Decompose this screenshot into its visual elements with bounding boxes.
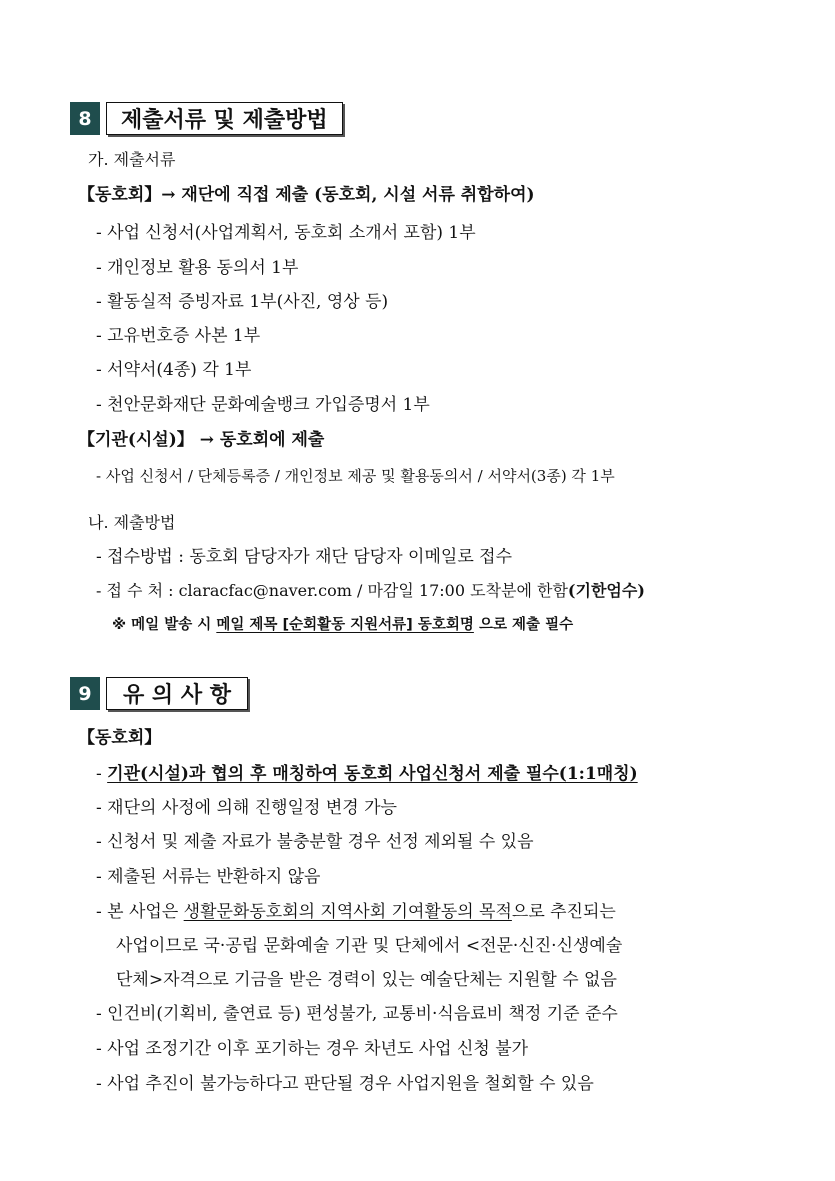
purpose-text: 생활문화동호회의 지역사회 기여활동의 목적	[183, 902, 512, 922]
list-item: - 개인정보 활용 동의서 1부	[96, 258, 299, 278]
list-item: - 천안문화재단 문화예술뱅크 가입증명서 1부	[96, 395, 430, 415]
email-subject-format: 메일 제목 [순회활동 지원서류] 동호회명	[216, 617, 474, 633]
section-title: 유 의 사 항	[106, 677, 248, 710]
email-note	[112, 613, 573, 637]
list-item-continued: 사업이므로 국·공립 문화예술 기관 및 단체에서 <전문·신진·신생예술	[116, 936, 623, 956]
list-item: - 사업 조정기간 이후 포기하는 경우 차년도 사업 신청 불가	[96, 1039, 529, 1059]
list-dash: -	[96, 764, 108, 784]
list-item: - 사업 신청서(사업계획서, 동호회 소개서 포함) 1부	[96, 223, 476, 243]
item-text: - 본 사업은	[96, 902, 184, 922]
email-note-suffix: 으로 제출 필수	[473, 617, 574, 633]
deadline-note: (기한엄수)	[567, 581, 645, 600]
section-number: 8	[70, 102, 100, 135]
club-header: 【동호회】	[78, 728, 162, 748]
submission-address	[96, 579, 645, 603]
section-number: 9	[70, 677, 100, 710]
list-item: - 제출된 서류는 반환하지 않음	[96, 867, 321, 887]
list-item: - 인건비(기획비, 출연료 등) 편성불가, 교통비·식음료비 책정 기준 준수	[96, 1004, 618, 1024]
list-item-continued: 단체>자격으로 기금을 받은 경력이 있는 예술단체는 지원할 수 없음	[116, 970, 617, 990]
section-8-header	[70, 102, 343, 135]
list-item: - 활동실적 증빙자료 1부(사진, 영상 등)	[96, 292, 389, 312]
list-item: - 신청서 및 제출 자료가 불충분할 경우 선정 제외될 수 있음	[96, 832, 534, 852]
list-item: - 재단의 사정에 의해 진행일정 변경 가능	[96, 798, 397, 818]
submission-address-text: - 접 수 처 : claracfac@naver.com / 마감일 17:00 도착분에 한함	[96, 581, 568, 600]
matching-requirement: 기관(시설)과 협의 후 매칭하여 동호회 사업신청서 제출 필수(1:1매칭)	[107, 764, 638, 784]
subsection-title: 가. 제출서류	[88, 150, 176, 169]
item-text: 으로 추진되는	[511, 902, 616, 922]
section-9-header	[70, 677, 248, 710]
subsection-title: 나. 제출방법	[88, 513, 176, 532]
email-note-prefix: ※ 메일 발송 시	[112, 617, 217, 633]
list-item	[96, 900, 616, 924]
list-item	[96, 762, 638, 786]
list-item: - 사업 추진이 불가능하다고 판단될 경우 사업지원을 철회할 수 있음	[96, 1074, 594, 1094]
submission-method: - 접수방법 : 동호회 담당자가 재단 담당자 이메일로 접수	[96, 547, 512, 567]
club-header: 【동호회】→ 재단에 직접 제출 (동호회, 시설 서류 취합하여)	[78, 185, 535, 205]
list-item: - 고유번호증 사본 1부	[96, 326, 261, 346]
list-item: - 사업 신청서 / 단체등록증 / 개인정보 제공 및 활용동의서 / 서약서(3종) 각 1부	[96, 467, 615, 485]
list-item: - 서약서(4종) 각 1부	[96, 360, 252, 380]
institution-header: 【기관(시설)】 → 동호회에 제출	[78, 430, 325, 450]
section-title: 제출서류 및 제출방법	[106, 102, 343, 135]
